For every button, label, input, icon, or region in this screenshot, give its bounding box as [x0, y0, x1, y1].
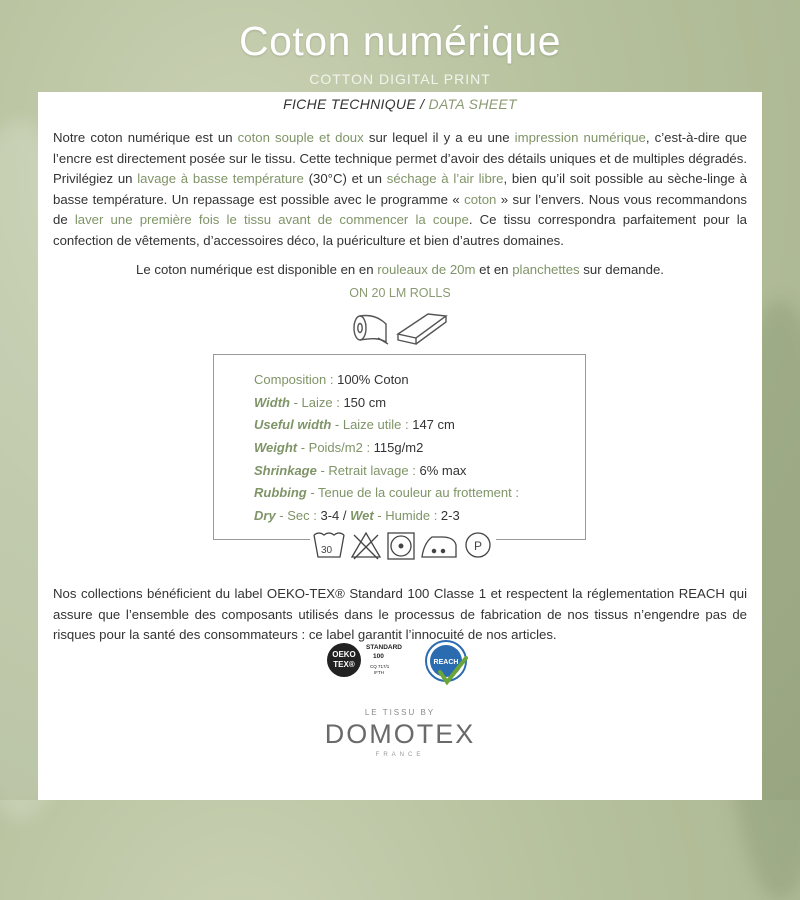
spec-label-fr: - Poids/m2 :	[297, 440, 374, 456]
spec-label-en: Weight	[254, 440, 298, 456]
spec-value: 150 cm	[343, 394, 387, 410]
spec-value: 115g/m2	[373, 440, 424, 456]
intro-highlight: coton souple et doux	[237, 130, 364, 145]
page-subtitle: COTTON DIGITAL PRINT	[309, 71, 491, 87]
spec-value: 100% Coton	[337, 372, 409, 387]
reach-label: REACH	[433, 659, 459, 666]
intro-text: Notre coton numérique est un	[53, 130, 238, 145]
oeko-badge-line1: OEKO	[332, 650, 356, 659]
spec-label-en: Dry	[254, 508, 276, 524]
wash-temperature: 30	[321, 545, 333, 556]
sheet-heading-en: DATA SHEET	[428, 96, 517, 112]
spec-shrinkage	[254, 460, 519, 483]
spec-separator: /	[339, 508, 351, 524]
intro-highlight: coton	[464, 191, 497, 207]
availability-highlight: planchettes	[512, 262, 580, 277]
intro-highlight: impression numérique	[514, 130, 646, 145]
spec-label: Composition :	[254, 372, 338, 387]
specs-box	[213, 354, 586, 540]
specs-list	[254, 369, 519, 528]
brand-tagline: LE TISSU BY	[364, 708, 436, 717]
intro-text: , c’est-à-dire que l’encre est directement posée sur le tissu. Cette technique permet d’avoir des détails uniques et de multiples dégradés. Privilégiez un	[53, 130, 747, 186]
page-title: Coton numérique	[238, 18, 562, 64]
spec-useful-width	[254, 414, 519, 437]
intro-text: » sur l’envers. Nous vous recommandons de	[53, 191, 747, 227]
dry-clean-p-icon	[466, 533, 490, 557]
spec-value: 2-3	[440, 508, 460, 524]
oeko-tex-paragraph: Nos collections bénéficient du label OEKO-TEX® Standard 100 Classe 1 et respectent la réglementation REACH qui assure que l’ensemble des composants utilisés dans le processus de fabrication de nos tissus n’engendre pas de risques pour la santé des consommateurs : ce label garantit l’innocuité de nos articles.	[53, 586, 747, 642]
rolls-caption: ON 20 LM ROLLS	[349, 286, 451, 300]
spec-label-fr: - Humide :	[373, 508, 441, 524]
intro-text: (30°C) et un	[303, 171, 387, 186]
intro-paragraph	[53, 128, 747, 251]
oeko-standard-label: STANDARD	[366, 644, 402, 651]
fabric-roll-icon	[354, 315, 388, 344]
fabric-icons	[348, 308, 448, 348]
spec-label-en: Width	[254, 394, 290, 410]
data-sheet-card	[38, 92, 762, 800]
intro-text: , bien qu’il soit possible au sèche-linge à basse température. Un repassage est possible avec le programme «	[53, 171, 748, 207]
spec-label-en: Rubbing	[254, 485, 307, 501]
wash-30-icon	[314, 533, 344, 557]
tumble-dry-low-icon	[388, 533, 414, 559]
spec-label-en: Useful width	[254, 417, 332, 433]
fabric-plank-icon	[398, 314, 446, 344]
spec-label-fr: - Sec :	[275, 508, 321, 524]
spec-label-en: Shrinkage	[254, 462, 317, 478]
intro-text: sur lequel il y a eu une	[363, 130, 515, 145]
sheet-heading	[38, 96, 762, 112]
dry-clean-letter: P	[474, 539, 483, 553]
intro-text: . Ce tissu correspondra parfaitement pour la confection de vêtements, d’accessoires déco, la puériculture et bien d’autres domaines.	[53, 212, 747, 248]
oeko-badge-line2: TEX®	[333, 660, 355, 669]
oeko-standard-number: 100	[373, 653, 384, 660]
spec-value: 147 cm	[412, 417, 455, 433]
spec-label-en: Wet	[350, 508, 374, 524]
availability-line	[38, 262, 762, 277]
availability-text: Le coton numérique est disponible en en	[136, 262, 378, 277]
certification-labels	[326, 638, 476, 688]
spec-rubbing	[254, 482, 519, 505]
spec-label-fr: - Retrait lavage :	[316, 462, 420, 478]
oeko-certificate: CQ 717/1	[370, 664, 390, 669]
availability-text: et en	[475, 262, 513, 277]
spec-label-fr: - Tenue de la couleur au frottement :	[306, 485, 519, 501]
spec-value: 3-4	[320, 508, 340, 524]
intro-highlight: laver une première fois le tissu avant de commencer la coupe	[74, 212, 469, 227]
no-bleach-icon	[352, 533, 380, 559]
oeko-tex-logo	[327, 643, 402, 677]
sheet-heading-separator: /	[415, 96, 429, 112]
spec-width	[254, 392, 519, 415]
spec-composition	[254, 369, 519, 392]
brand-name: DOMOTEX	[324, 719, 476, 749]
iron-medium-icon	[422, 537, 456, 557]
spec-weight	[254, 437, 519, 460]
oeko-institute: IFTH	[374, 670, 384, 675]
brand-logo	[38, 708, 762, 758]
intro-highlight: lavage à basse température	[137, 171, 304, 186]
availability-highlight: rouleaux de 20m	[377, 262, 476, 277]
spec-label-fr: - Laize :	[289, 394, 344, 410]
care-icons	[310, 525, 496, 565]
availability-text: sur demande.	[579, 262, 664, 277]
spec-label-fr: - Laize utile :	[331, 417, 413, 433]
spec-value: 6% max	[419, 462, 467, 478]
reach-logo	[426, 641, 466, 682]
brand-country: FRANCE	[375, 752, 425, 758]
intro-highlight: séchage à l’air libre	[386, 171, 504, 186]
sheet-heading-fr: FICHE TECHNIQUE	[283, 96, 416, 112]
